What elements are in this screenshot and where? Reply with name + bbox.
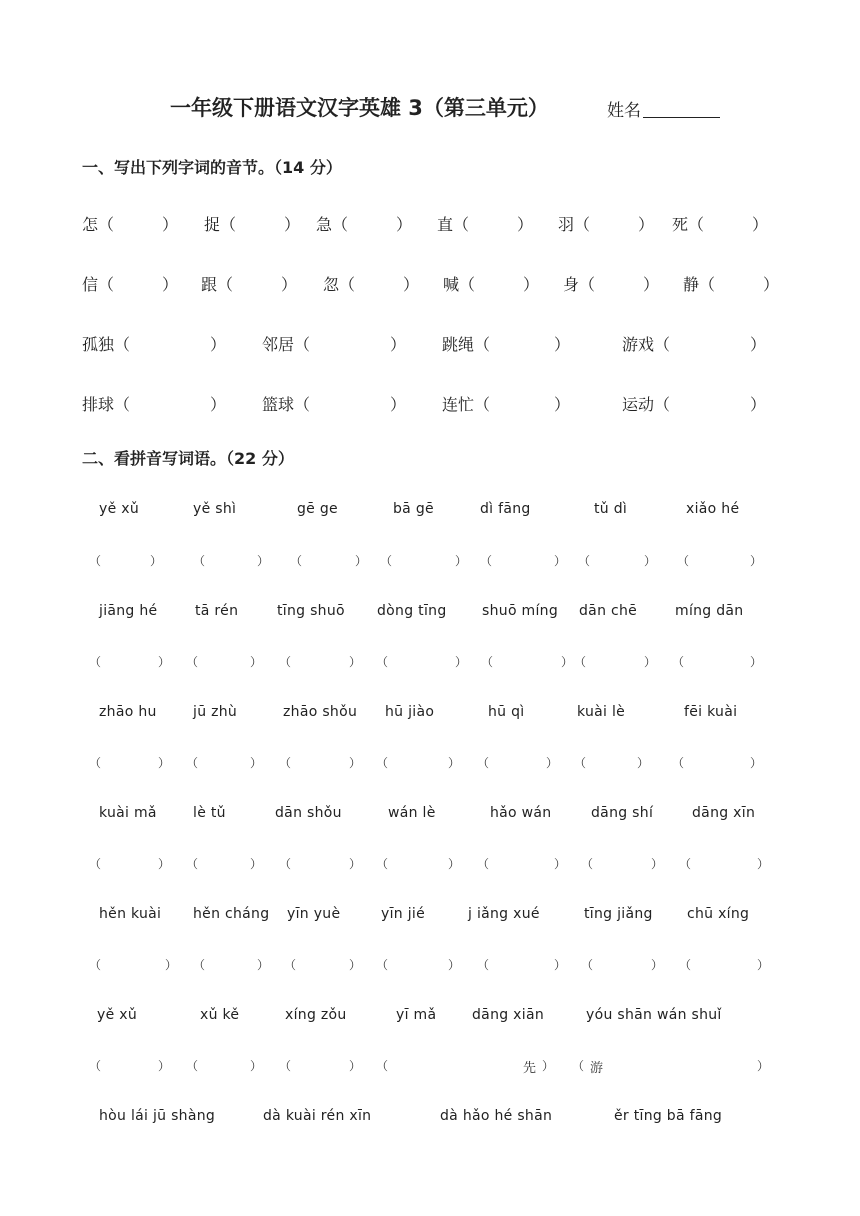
bracket-close: ） — [757, 1059, 770, 1073]
bracket-open[interactable]: （ — [677, 554, 690, 568]
bracket-close: ） — [349, 756, 362, 770]
bracket-open[interactable]: （ — [574, 756, 587, 770]
bracket-open[interactable]: （ — [477, 756, 490, 770]
bracket-close: ） — [561, 655, 574, 669]
char-item[interactable]: 忽（ ） — [323, 275, 420, 294]
bracket-open[interactable]: （ — [481, 655, 494, 669]
pinyin-item: wán lè — [388, 805, 436, 821]
bracket-close: ） — [448, 958, 461, 972]
pinyin-item: yīn jié — [381, 906, 425, 922]
pinyin-item: yóu shān wán shuǐ — [586, 1007, 722, 1023]
bracket-close: ） — [546, 756, 559, 770]
bracket-open[interactable]: （ — [376, 1059, 389, 1073]
bracket-close: ） — [349, 655, 362, 669]
pinyin-item: tā rén — [195, 603, 239, 619]
pinyin-item: dà kuài rén xīn — [263, 1108, 372, 1124]
pinyin-item: ěr tīng bā fāng — [614, 1108, 723, 1124]
pinyin-item: zhāo shǒu — [283, 704, 358, 720]
pinyin-item: xíng zǒu — [285, 1007, 347, 1023]
page-title: 一年级下册语文汉字英雄 3（第三单元） — [170, 96, 549, 120]
pinyin-item: kuài lè — [577, 704, 626, 720]
bracket-close: ） — [757, 958, 770, 972]
pinyin-item: xiǎo hé — [686, 501, 740, 517]
char-item[interactable]: 捉（ ） — [204, 215, 301, 234]
bracket-open[interactable]: （ — [186, 1059, 199, 1073]
bracket-open[interactable]: （ — [193, 554, 206, 568]
bracket-open[interactable]: （ — [89, 655, 102, 669]
pinyin-item: hǎo wán — [490, 805, 552, 821]
bracket-close: ） — [750, 756, 763, 770]
bracket-close: ） — [250, 655, 263, 669]
pinyin-item: yě shì — [193, 501, 237, 517]
hint-character-you: 游 — [590, 1061, 604, 1076]
bracket-open[interactable]: （ — [581, 958, 594, 972]
pinyin-item: bā gē — [393, 501, 434, 517]
char-item[interactable]: 羽（ ） — [558, 215, 655, 234]
char-item[interactable]: 静（ ） — [683, 275, 780, 294]
pinyin-item: fēi kuài — [684, 704, 738, 720]
answer-row-6 — [0, 1057, 860, 1077]
word-item[interactable]: 连忙（ ） — [442, 395, 571, 414]
bracket-open[interactable]: （ — [672, 756, 685, 770]
char-item[interactable]: 直（ ） — [437, 215, 534, 234]
pinyin-item: dì fāng — [480, 501, 531, 517]
bracket-open[interactable]: （ — [186, 655, 199, 669]
pinyin-item: gē ge — [297, 501, 338, 517]
word-item[interactable]: 排球（ ） — [82, 395, 227, 414]
bracket-open[interactable]: （ — [376, 756, 389, 770]
word-item[interactable]: 游戏（ ） — [622, 335, 767, 354]
pinyin-item: hěn kuài — [99, 906, 162, 922]
bracket-open[interactable]: （ — [376, 655, 389, 669]
bracket-close: ） — [750, 554, 763, 568]
bracket-close: ） — [750, 655, 763, 669]
pinyin-item: jiāng hé — [99, 603, 158, 619]
bracket-open[interactable]: （ — [279, 756, 292, 770]
bracket-open[interactable]: （ — [89, 1059, 102, 1073]
pinyin-item: zhāo hu — [99, 704, 157, 720]
pinyin-item: dān shǒu — [275, 805, 342, 821]
pinyin-item: dān chē — [579, 603, 638, 619]
bracket-close: ） — [349, 958, 362, 972]
bracket-close: ） — [644, 554, 657, 568]
section-1-row-3 — [0, 332, 860, 356]
name-label: 姓名 — [607, 101, 641, 121]
pinyin-item: dāng shí — [591, 805, 654, 821]
answer-row-3 — [0, 754, 860, 774]
bracket-open[interactable]: （ — [572, 1059, 585, 1073]
pinyin-row-3 — [0, 704, 860, 726]
bracket-open[interactable]: （ — [376, 958, 389, 972]
bracket-open[interactable]: （ — [89, 756, 102, 770]
pinyin-item: dāng xiān — [472, 1007, 545, 1023]
pinyin-item: j iǎng xué — [468, 906, 540, 922]
pinyin-row-7 — [0, 1108, 860, 1130]
pinyin-item: hòu lái jū shàng — [99, 1108, 216, 1124]
bracket-open[interactable]: （ — [89, 554, 102, 568]
pinyin-item: tīng jiǎng — [584, 906, 653, 922]
char-item[interactable]: 死（ ） — [672, 215, 769, 234]
word-item[interactable]: 运动（ ） — [622, 395, 767, 414]
bracket-close: ） — [257, 554, 270, 568]
pinyin-item: yī mǎ — [396, 1007, 437, 1023]
bracket-close: ） — [158, 756, 171, 770]
bracket-close: ） — [250, 1059, 263, 1073]
section-2-heading: 二、看拼音写词语。（22 分） — [82, 449, 294, 468]
bracket-close: ） — [349, 857, 362, 871]
pinyin-item: yě xǔ — [97, 1007, 138, 1023]
bracket-open[interactable]: （ — [477, 857, 490, 871]
section-1-heading: 一、写出下列字词的音节。（14 分） — [82, 158, 342, 177]
bracket-close: ） — [355, 554, 368, 568]
pinyin-item: chū xíng — [687, 906, 750, 922]
bracket-close: ） — [542, 1059, 555, 1073]
char-item[interactable]: 身（ ） — [563, 275, 660, 294]
bracket-open[interactable]: （ — [376, 857, 389, 871]
char-item[interactable]: 喊（ ） — [443, 275, 540, 294]
pinyin-item: yīn yuè — [287, 906, 341, 922]
bracket-close: ） — [349, 1059, 362, 1073]
bracket-open[interactable]: （ — [679, 958, 692, 972]
bracket-close: ） — [644, 655, 657, 669]
bracket-close: ） — [554, 857, 567, 871]
pinyin-item: míng dān — [675, 603, 744, 619]
pinyin-item: hěn cháng — [193, 906, 270, 922]
word-item[interactable]: 跳绳（ ） — [442, 335, 571, 354]
pinyin-row-4 — [0, 805, 860, 827]
answer-row-1 — [0, 552, 860, 572]
name-field-line[interactable] — [643, 117, 720, 118]
answer-row-4 — [0, 855, 860, 875]
bracket-close: ） — [158, 655, 171, 669]
pinyin-item: yě xǔ — [99, 501, 140, 517]
answer-row-2 — [0, 653, 860, 673]
bracket-close: ） — [165, 958, 178, 972]
bracket-open[interactable]: （ — [578, 554, 591, 568]
bracket-open[interactable]: （ — [279, 655, 292, 669]
section-1-row-4 — [0, 392, 860, 416]
answer-row-5 — [0, 956, 860, 976]
hint-character-xian: 先 — [523, 1061, 537, 1076]
bracket-open[interactable]: （ — [672, 655, 685, 669]
pinyin-item: shuō míng — [482, 603, 559, 619]
bracket-close: ） — [250, 756, 263, 770]
bracket-close: ） — [651, 857, 664, 871]
bracket-open[interactable]: （ — [89, 857, 102, 871]
section-1-row-2 — [0, 272, 860, 296]
bracket-open[interactable]: （ — [193, 958, 206, 972]
bracket-close: ） — [250, 857, 263, 871]
bracket-open[interactable]: （ — [290, 554, 303, 568]
pinyin-row-2 — [0, 603, 860, 625]
bracket-close: ） — [448, 756, 461, 770]
bracket-open[interactable]: （ — [186, 857, 199, 871]
bracket-close: ） — [257, 958, 270, 972]
char-item[interactable]: 跟（ ） — [201, 275, 298, 294]
bracket-close: ） — [455, 655, 468, 669]
bracket-open[interactable]: （ — [477, 958, 490, 972]
char-item[interactable]: 怎（ ） — [82, 215, 179, 234]
bracket-close: ） — [158, 1059, 171, 1073]
bracket-close: ） — [554, 958, 567, 972]
bracket-close: ） — [158, 857, 171, 871]
bracket-close: ） — [757, 857, 770, 871]
bracket-open[interactable]: （ — [679, 857, 692, 871]
bracket-open[interactable]: （ — [480, 554, 493, 568]
bracket-close: ） — [455, 554, 468, 568]
section-1-row-1 — [0, 212, 860, 236]
pinyin-item: lè tǔ — [193, 805, 226, 821]
pinyin-item: dà hǎo hé shān — [440, 1108, 553, 1124]
bracket-open[interactable]: （ — [89, 958, 102, 972]
pinyin-item: xǔ kě — [200, 1007, 240, 1023]
bracket-open[interactable]: （ — [574, 655, 587, 669]
char-item[interactable]: 急（ ） — [316, 215, 413, 234]
pinyin-item: kuài mǎ — [99, 805, 157, 821]
pinyin-item: tǔ dì — [594, 501, 628, 517]
pinyin-item: dāng xīn — [692, 805, 756, 821]
pinyin-item: tīng shuō — [277, 603, 345, 619]
bracket-open[interactable]: （ — [279, 1059, 292, 1073]
char-item[interactable]: 信（ ） — [82, 275, 179, 294]
bracket-close: ） — [150, 554, 163, 568]
pinyin-row-6 — [0, 1007, 860, 1029]
pinyin-item: hū jiào — [385, 704, 435, 720]
bracket-open[interactable]: （ — [284, 958, 297, 972]
bracket-open[interactable]: （ — [581, 857, 594, 871]
word-item[interactable]: 孤独（ ） — [82, 335, 227, 354]
pinyin-row-5 — [0, 906, 860, 928]
bracket-open[interactable]: （ — [186, 756, 199, 770]
bracket-close: ） — [651, 958, 664, 972]
bracket-close: ） — [637, 756, 650, 770]
word-item[interactable]: 邻居（ ） — [262, 335, 407, 354]
word-item[interactable]: 篮球（ ） — [262, 395, 407, 414]
pinyin-item: hū qì — [488, 704, 525, 720]
pinyin-row-1 — [0, 501, 860, 523]
pinyin-item: dòng tīng — [377, 603, 447, 619]
pinyin-item: jū zhù — [193, 704, 238, 720]
bracket-close: ） — [554, 554, 567, 568]
bracket-open[interactable]: （ — [279, 857, 292, 871]
bracket-open[interactable]: （ — [380, 554, 393, 568]
bracket-close: ） — [448, 857, 461, 871]
